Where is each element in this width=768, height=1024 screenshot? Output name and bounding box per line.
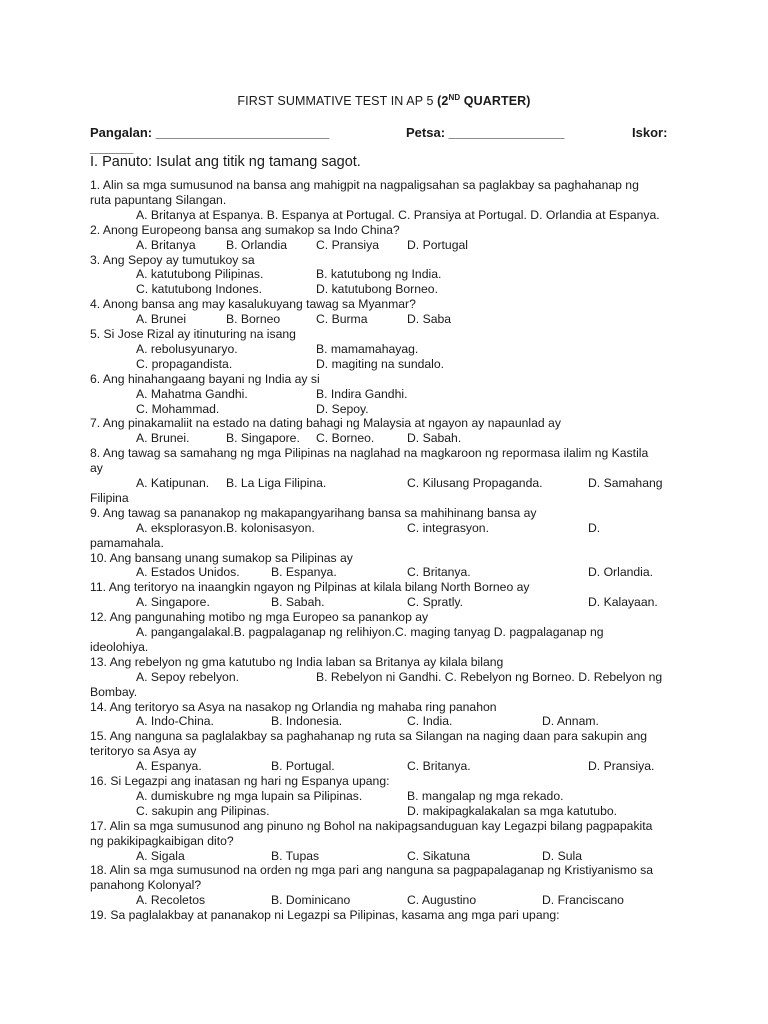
question-8-option: B. La Liga Filipina.: [226, 476, 327, 490]
question-4-option: A. Brunei: [136, 312, 187, 327]
question-10-text: 10. Ang bansang unang sumakop sa Pilipinas ay: [90, 550, 353, 565]
question-9-text: 9. Ang tawag sa pananakop ng makapangyarihang bansa sa mahihinang bansa ay: [90, 505, 537, 520]
question-5-option: B. mamamahayag.: [316, 341, 419, 356]
question-10-option: C. Britanya.: [407, 565, 471, 580]
question-10-option: D. Orlandia.: [588, 565, 654, 580]
question-18-text: panahong Kolonyal?: [90, 878, 202, 893]
question-7-option: D. Sabah.: [407, 431, 462, 446]
question-2-option: C. Pransiya: [316, 237, 379, 252]
question-11-option: C. Spratly.: [407, 595, 463, 610]
instructions: I. Panuto: Isulat ang titik ng tamang sagot.: [90, 154, 361, 170]
question-12-text: 12. Ang pangunahing motibo ng mga Europeo sa panankop ay: [90, 610, 429, 625]
name-field: [90, 125, 329, 140]
question-6-option: B. Indira Gandhi.: [316, 386, 408, 401]
question-10-option: A. Estados Unidos.: [136, 565, 240, 580]
question-13-option: B. Rebelyon ni Gandhi. C. Rebelyon ng Borneo. D. Rebelyon ng: [316, 669, 663, 684]
question-3-option: C. katutubong Indones.: [136, 282, 263, 297]
question-7-option: A. Brunei.: [136, 431, 190, 446]
question-8-option: A. Katipunan.: [136, 476, 210, 490]
question-5-option: D. magiting na sundalo.: [316, 356, 445, 371]
question-14-option: A. Indo-China.: [136, 714, 214, 729]
test-title: [0, 93, 768, 108]
question-8-option: D. Samahang: [588, 476, 663, 490]
question-2-option: D. Portugal: [407, 237, 468, 252]
question-18-option: B. Dominicano: [271, 893, 351, 908]
question-1-text: ruta papuntang Silangan.: [90, 192, 227, 207]
question-12-continuation: ideolohiya.: [90, 639, 149, 654]
question-6-option: C. Mohammad.: [136, 401, 220, 416]
question-14-text: 14. Ang teritoryo sa Asya na nasakop ng Orlandia ng mahaba ring panahon: [90, 699, 497, 714]
question-16-option: D. makipagkalakalan sa mga katutubo.: [407, 803, 618, 818]
question-17-option: B. Tupas: [271, 848, 320, 863]
question-4-option: C. Burma: [316, 312, 368, 327]
date-field: [406, 125, 564, 140]
score-label: Iskor:: [632, 125, 668, 140]
question-4-option: D. Saba: [407, 312, 452, 327]
question-15-option: C. Britanya.: [407, 759, 471, 774]
question-12-option: A. pangangalakal.B. pagpalaganap ng relihiyon.C. maging tanyag D. pagpalaganap ng: [136, 625, 604, 639]
question-11-text: 11. Ang teritoryo na inaangkin ngayon ng Pilpinas at kilala bilang North Borneo ay: [90, 580, 530, 595]
question-9-option: D.: [588, 520, 601, 535]
question-7-option: B. Singapore.: [226, 431, 300, 446]
question-5-text: 5. Si Jose Rizal ay itinuturing na isang: [90, 327, 296, 341]
title-text: FIRST SUMMATIVE TEST IN AP 5: [237, 94, 438, 109]
question-15-text: 15. Ang nanguna sa paglalakbay sa paghahanap ng ruta sa Silangan na naging daan para sakupin ang: [90, 729, 648, 744]
question-16-option: A. dumiskubre ng mga lupain sa Pilipinas.: [136, 788, 363, 803]
question-4-text: 4. Anong bansa ang may kasalukuyang tawag sa Myanmar?: [90, 297, 416, 312]
question-18-option: A. Recoletos: [136, 893, 206, 908]
question-3-text: 3. Ang Sepoy ay tumutukoy sa: [90, 252, 255, 267]
question-19-text: 19. Sa paglalakbay at pananakop ni Legazpi sa Pilipinas, kasama ang mga pari upang:: [90, 908, 560, 923]
question-17-option: C. Sikatuna: [407, 848, 471, 863]
question-13-option: A. Sepoy rebelyon.: [136, 669, 239, 684]
question-16-text: 16. Si Legazpi ang inatasan ng hari ng Espanya upang:: [90, 774, 390, 788]
question-4-option: B. Borneo: [226, 312, 281, 327]
question-7-option: C. Borneo.: [316, 431, 375, 446]
question-1-option: A. Britanya at Espanya. B. Espanya at Portugal. C. Pransiya at Portugal. D. Orlandia at Espanya.: [136, 207, 660, 222]
question-6-option: A. Mahatma Gandhi.: [136, 386, 248, 401]
question-8-text: 8. Ang tawag sa samahang ng mga Pilipinas na naglahad na magkaroon ng repormasa ilalim ng Kastila: [90, 446, 649, 461]
question-11-option: B. Sabah.: [271, 595, 325, 610]
question-14-option: B. Indonesia.: [271, 714, 343, 729]
question-2-option: A. Britanya: [136, 237, 196, 252]
question-13-text: 13. Ang rebelyon ng gma katutubo ng India laban sa Britanya ay kilala bilang: [90, 654, 504, 669]
question-2-option: B. Orlandia: [226, 237, 287, 252]
title-quarter-open: (2: [437, 94, 449, 109]
question-15-option: A. Espanya.: [136, 759, 202, 774]
question-9-option: C. integrasyon.: [407, 520, 489, 535]
name-blank: ________________________: [155, 125, 330, 140]
question-5-option: A. rebolusyunaryo.: [136, 341, 238, 356]
name-label: Pangalan:: [90, 125, 153, 140]
question-17-text: 17. Alin sa mga sumusunod ang pinuno ng Bohol na nakipagsanduguan kay Legazpi bilang pagpapakita: [90, 818, 653, 833]
question-9-continuation: pamamahala.: [90, 535, 164, 550]
question-6-text: 6. Ang hinahangaang bayani ng India ay si: [90, 371, 320, 386]
question-9-option: A. eksplorasyon.: [136, 520, 227, 535]
question-5-option: C. propagandista.: [136, 356, 233, 371]
question-14-option: D. Annam.: [542, 714, 599, 729]
question-15-option: D. Pransiya.: [588, 759, 655, 774]
question-16-option: C. sakupin ang Pilipinas.: [136, 803, 270, 818]
question-8-option: C. Kilusang Propaganda.: [407, 476, 543, 490]
question-10-option: B. Espanya.: [271, 565, 337, 580]
question-3-option: B. katutubong ng India.: [316, 267, 442, 282]
question-15-option: B. Portugal.: [271, 759, 335, 774]
question-8-text: ay: [90, 461, 103, 476]
question-18-text: 18. Alin sa mga sumusunod na orden ng mga pari ang nanguna sa pagpapalaganap ng Kristiyanismo sa: [90, 863, 654, 878]
question-9-option: B. kolonisasyon.: [226, 520, 315, 535]
question-18-option: C. Augustino: [407, 893, 477, 908]
question-11-option: D. Kalayaan.: [588, 595, 658, 610]
title-quarter-close: QUARTER): [460, 94, 531, 109]
question-17-option: A. Sigala: [136, 848, 185, 863]
question-13-continuation: Bombay.: [90, 684, 138, 699]
score-blank: ______: [90, 140, 134, 155]
question-17-text: ng pakikipagkaibigan dito?: [90, 833, 234, 848]
date-label: Petsa:: [406, 125, 446, 140]
question-7-text: 7. Ang pinakamaliit na estado na dating bahagi ng Malaysia at ngayon ay napaunlad ay: [90, 416, 561, 431]
title-superscript: ND: [448, 93, 461, 102]
question-1-text: 1. Alin sa mga sumusunod na bansa ang mahigpit na nagpaligsahan sa paglakbay sa paghahanap ng: [90, 178, 639, 192]
question-14-option: C. India.: [407, 714, 453, 729]
question-16-option: B. mangalap ng mga rekado.: [407, 788, 564, 803]
question-8-continuation: Filipina: [90, 490, 129, 505]
date-blank: ________________: [448, 125, 565, 140]
question-17-option: D. Sula: [542, 848, 582, 863]
question-18-option: D. Franciscano: [542, 893, 624, 908]
question-15-text: teritoryo sa Asya ay: [90, 744, 197, 759]
question-2-text: 2. Anong Europeong bansa ang sumakop sa Indo China?: [90, 222, 400, 237]
question-3-option: D. katutubong Borneo.: [316, 282, 438, 297]
question-11-option: A. Singapore.: [136, 595, 210, 610]
question-6-option: D. Sepoy.: [316, 401, 369, 416]
question-3-option: A. katutubong Pilipinas.: [136, 267, 264, 282]
